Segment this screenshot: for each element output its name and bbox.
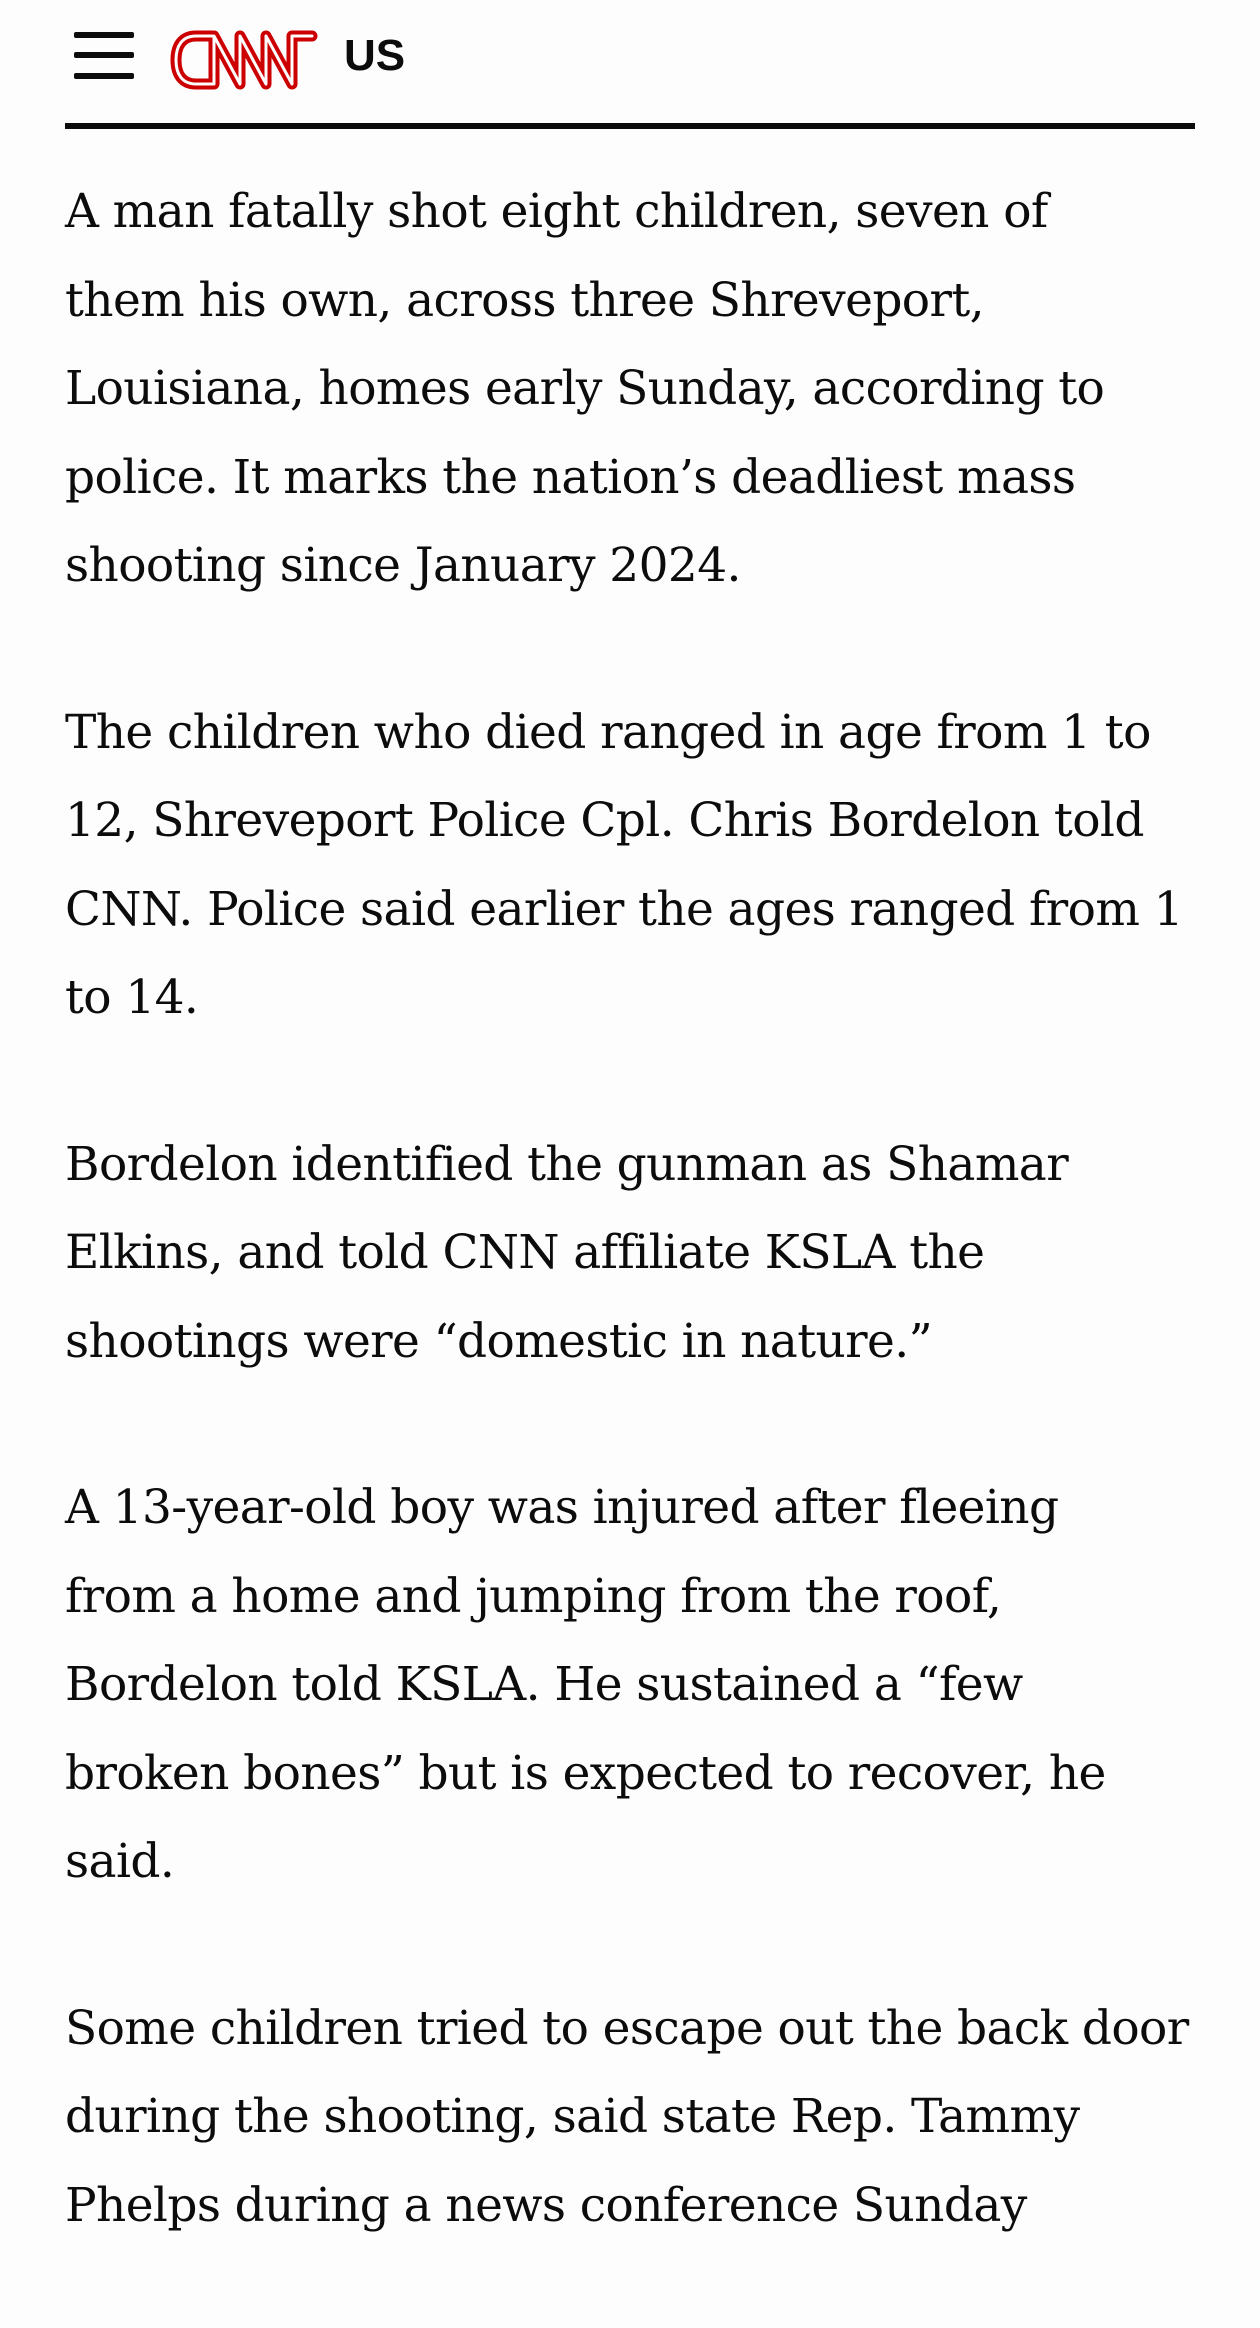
article-paragraph: [65, 689, 1205, 1043]
article-paragraph: [65, 168, 1205, 611]
paragraph-line: shootings were “domestic in nature.”: [65, 1313, 933, 1369]
paragraph-line: said.: [65, 1834, 175, 1889]
paragraph-line: A 13-year-old boy was injured after fleeing: [65, 1480, 1059, 1535]
paragraph-line: shooting since January 2024.: [65, 538, 741, 593]
paragraph-line: police. It marks the nation’s deadliest mass: [65, 449, 1076, 505]
paragraph-line: from a home and jumping from the roof,: [65, 1568, 1002, 1624]
paragraph-line: broken bones” but is expected to recover, he: [65, 1745, 1106, 1801]
article-paragraph: [65, 1464, 1205, 1907]
paragraph-line: during the shooting, said state Rep. Tammy: [65, 2089, 1080, 2144]
article-paragraph: [65, 1121, 1205, 1387]
cnn-logo[interactable]: [168, 22, 320, 96]
article-paragraph: [65, 1985, 1205, 2251]
paragraph-line: CNN. Police said earlier the ages ranged from 1: [65, 881, 1183, 937]
paragraph-line: Bordelon told KSLA. He sustained a “few: [65, 1657, 1023, 1712]
paragraph-line: A man fatally shot eight children, seven of: [65, 184, 1048, 239]
paragraph-line: them his own, across three Shreveport,: [65, 272, 984, 328]
paragraph-line: Louisiana, homes early Sunday, according to: [65, 361, 1105, 416]
hamburger-menu-icon[interactable]: [74, 30, 136, 80]
paragraph-line: Bordelon identified the gunman as Shamar: [65, 1136, 1069, 1192]
article-body: [65, 168, 1205, 2328]
paragraph-line: Elkins, and told CNN affiliate KSLA the: [65, 1225, 985, 1280]
site-header: [0, 0, 1260, 132]
header-divider: [65, 123, 1195, 129]
section-link-us[interactable]: US: [344, 31, 406, 80]
paragraph-line: 12, Shreveport Police Cpl. Chris Bordelon told: [65, 793, 1144, 848]
paragraph-line: Phelps during a news conference Sunday: [65, 2177, 1027, 2233]
paragraph-line: Some children tried to escape out the back door: [65, 2000, 1189, 2056]
paragraph-line: The children who died ranged in age from 1 to: [65, 704, 1151, 760]
paragraph-line: to 14.: [65, 970, 199, 1025]
